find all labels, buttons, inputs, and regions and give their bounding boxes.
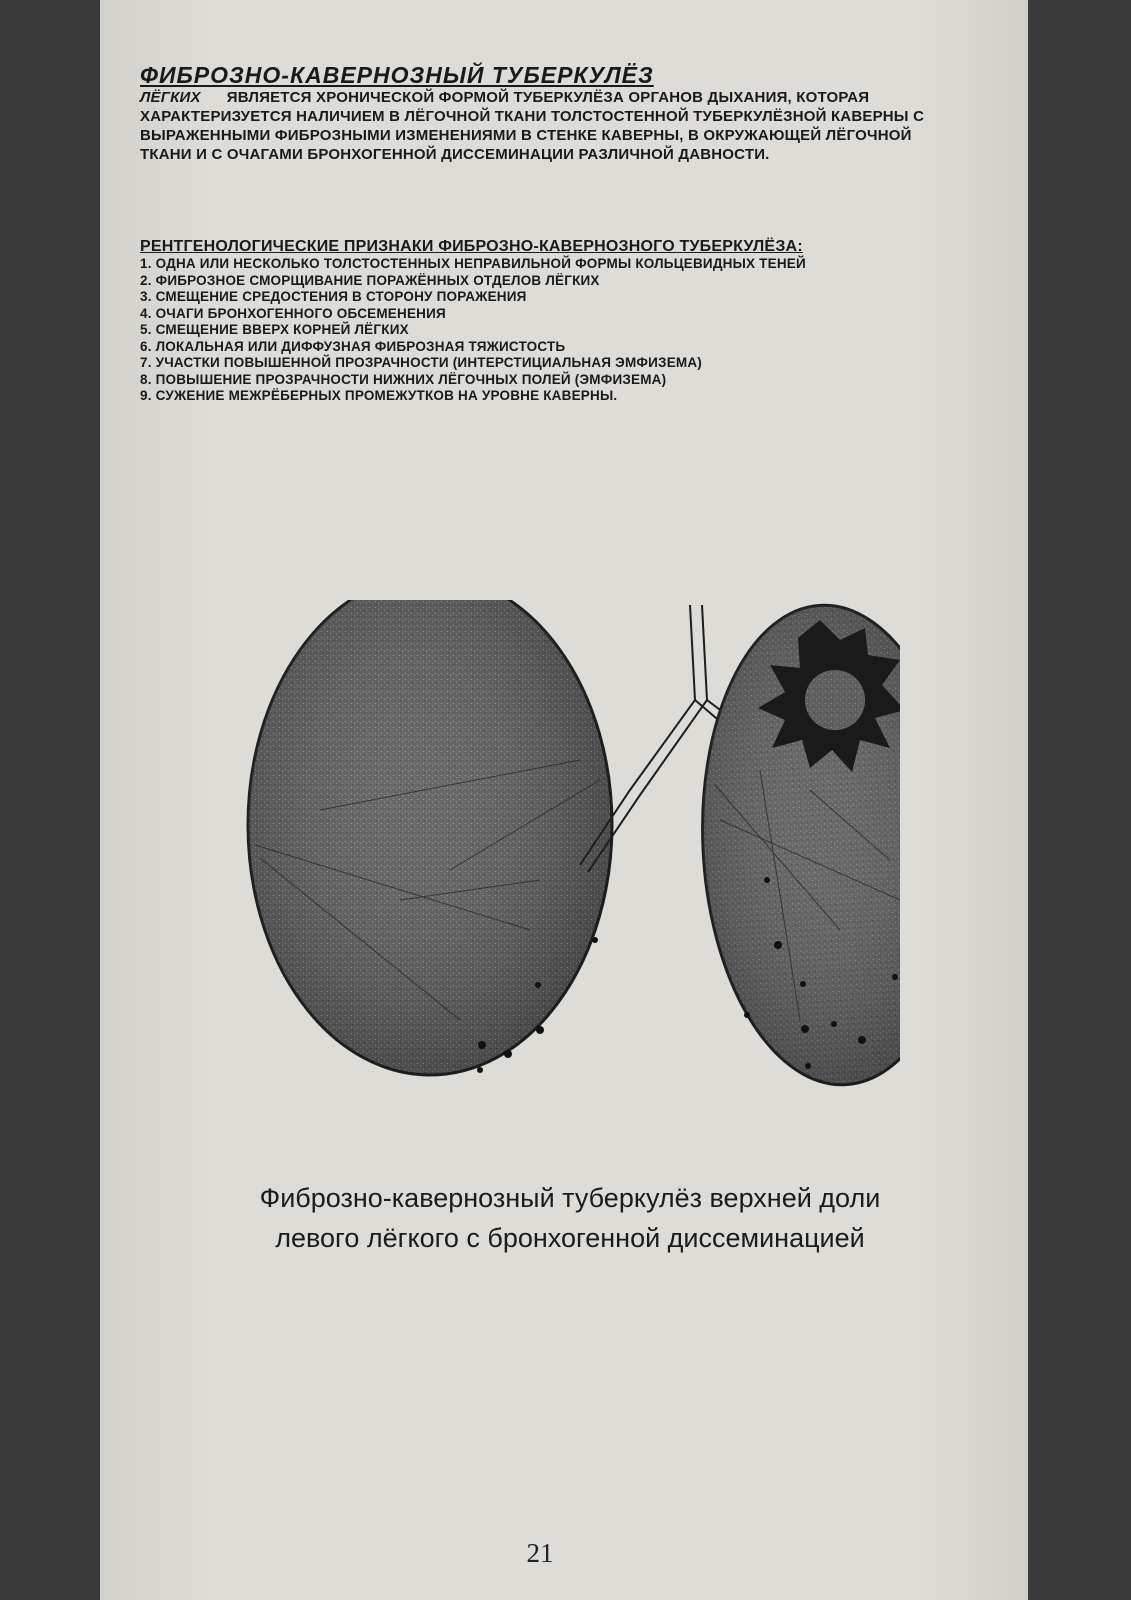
intro-lead-word: ЛЁГКИХ bbox=[140, 89, 201, 106]
figure-caption bbox=[140, 1178, 1000, 1258]
left-lung bbox=[691, 600, 900, 1091]
lungs-illustration bbox=[200, 600, 900, 1120]
radiological-signs bbox=[140, 238, 980, 405]
right-lung bbox=[248, 600, 612, 1075]
intro-paragraph bbox=[140, 62, 960, 164]
list-item: 5. СМЕЩЕНИЕ ВВЕРХ КОРНЕЙ ЛЁГКИХ bbox=[140, 322, 409, 337]
list-item: 6. ЛОКАЛЬНАЯ ИЛИ ДИФФУЗНАЯ ФИБРОЗНАЯ ТЯЖИСТОСТЬ bbox=[140, 338, 566, 354]
list-item: 4. ОЧАГИ БРОНХОГЕННОГО ОБСЕМЕНЕНИЯ bbox=[140, 305, 446, 321]
caption-line: левого лёгкого с бронхогенной диссеминацией bbox=[275, 1223, 865, 1253]
list-item: 9. СУЖЕНИЕ МЕЖРЁБЕРНЫХ ПРОМЕЖУТКОВ НА УРОВНЕ КАВЕРНЫ. bbox=[140, 388, 618, 403]
intro-body bbox=[140, 88, 960, 164]
list-item: 2. ФИБРОЗНОЕ СМОРЩИВАНИЕ ПОРАЖЁННЫХ ОТДЕЛОВ ЛЁГКИХ bbox=[140, 272, 600, 288]
section-title: ФИБРОЗНО-КАВЕРНОЗНЫЙ ТУБЕРКУЛЁЗ bbox=[140, 62, 654, 88]
page-number: 21 bbox=[526, 1538, 554, 1568]
caption-line: Фиброзно-кавернозный туберкулёз верхней доли bbox=[259, 1183, 881, 1213]
signs-heading: РЕНТГЕНОЛОГИЧЕСКИЕ ПРИЗНАКИ ФИБРОЗНО-КАВЕРНОЗНОГО ТУБЕРКУЛЁЗА: bbox=[140, 238, 803, 255]
intro-text: ЯВЛЯЕТСЯ ХРОНИЧЕСКОЙ ФОРМОЙ ТУБЕРКУЛЁЗА ОРГАНОВ ДЫХАНИЯ, КОТОРАЯ ХАРАКТЕРИЗУЕТСЯ НАЛИЧИЕМ В ЛЁГОЧНОЙ ТКАНИ ТОЛСТОСТЕННОЙ ТУБЕРКУЛЁЗНОЙ КАВЕРНЫ С ВЫРАЖЕННЫМИ ФИБРОЗНЫМИ ИЗМЕНЕНИЯМИ В СТЕНКЕ КАВЕРНЫ, В ОКРУЖАЮЩЕЙ ЛЁГОЧНОЙ ТКАНИ И С ОЧАГАМИ БРОНХОГЕННОЙ ДИССЕМИНАЦИИ РАЗЛИЧНОЙ ДАВНОСТИ. bbox=[140, 89, 925, 163]
signs-list bbox=[140, 256, 980, 405]
document-page bbox=[100, 0, 1028, 1600]
list-item: 1. ОДНА ИЛИ НЕСКОЛЬКО ТОЛСТОСТЕННЫХ НЕПРАВИЛЬНОЙ ФОРМЫ КОЛЬЦЕВИДНЫХ ТЕНЕЙ bbox=[140, 256, 806, 271]
list-item: 8. ПОВЫШЕНИЕ ПРОЗРАЧНОСТИ НИЖНИХ ЛЁГОЧНЫХ ПОЛЕЙ (ЭМФИЗЕМА) bbox=[140, 371, 667, 387]
list-item: 3. СМЕЩЕНИЕ СРЕДОСТЕНИЯ В СТОРОНУ ПОРАЖЕНИЯ bbox=[140, 289, 527, 304]
list-item: 7. УЧАСТКИ ПОВЫШЕННОЙ ПРОЗРАЧНОСТИ (ИНТЕРСТИЦИАЛЬНАЯ ЭМФИЗЕМА) bbox=[140, 355, 702, 370]
